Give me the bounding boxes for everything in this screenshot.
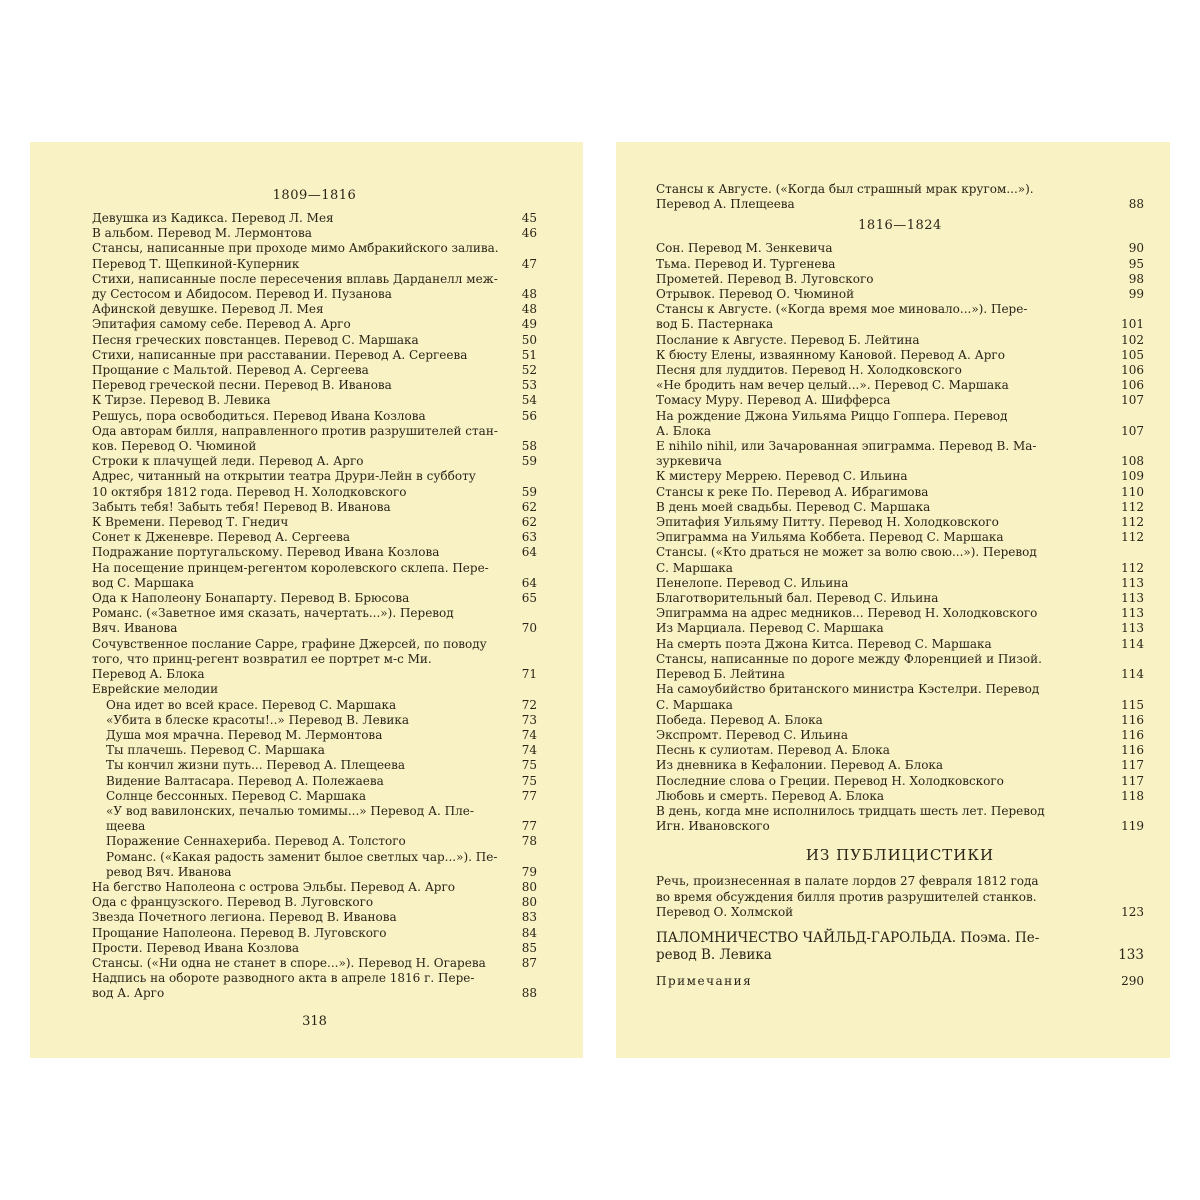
toc-list — [92, 880, 537, 1002]
toc-entry-title: Послание к Августе. Перевод Б. Лейтина — [656, 332, 920, 347]
toc-list-hebrew-melodies — [92, 698, 537, 880]
toc-entry-title: Ода авторам билля, направленного против разрушителей стан- ков. Перевод О. Чюминой — [92, 423, 498, 454]
toc-entry-page: 84 — [521, 925, 537, 940]
toc-entry-title: Из дневника в Кефалонии. Перевод А. Блока — [656, 758, 944, 773]
toc-entry-title: Прости. Перевод Ивана Козлова — [92, 940, 300, 955]
toc-entry-title: Эпитафия самому себе. Перевод А. Арго — [92, 317, 351, 332]
toc-entry-title: Стихи, написанные при расставании. Перевод А. Сергеева — [92, 347, 468, 362]
toc-entry — [92, 804, 537, 834]
toc-entry-page: 62 — [521, 515, 537, 530]
toc-entry-title: Солнце бессонных. Перевод С. Маршака — [106, 788, 367, 803]
toc-entry — [656, 287, 1144, 302]
toc-entry — [92, 774, 537, 789]
toc-entry-page: 123 — [1121, 904, 1144, 919]
toc-entry — [656, 713, 1144, 728]
toc-entry-title: Тьма. Перевод И. Тургенева — [656, 256, 836, 271]
page-number: 318 — [302, 1013, 327, 1029]
toc-entry-page: 64 — [521, 575, 537, 590]
toc-entry-page: 49 — [521, 317, 537, 332]
toc-entry-title: Стансы, написанные по дороге между Флоренцией и Пизой. Перевод Б. Лейтина — [656, 651, 1042, 682]
toc-entry — [656, 409, 1144, 439]
toc-entry — [92, 758, 537, 773]
toc-entry-page: 112 — [1121, 530, 1144, 545]
toc-entry-title: Эпиграмма на адрес медников... Перевод Н. Холодковского — [656, 606, 1038, 621]
toc-entry — [92, 333, 537, 348]
toc-entry-pilgrimage: ПАЛОМНИЧЕСТВО ЧАЙЛЬД-ГАРОЛЬДА. Поэма. Пе- ревод В. Левика 133 — [656, 929, 1144, 963]
toc-entry-title: Из Марциала. Перевод С. Маршака — [656, 621, 884, 636]
toc-entry-title: Ода к Наполеону Бонапарту. Перевод В. Брюсова — [92, 591, 410, 606]
toc-entry-page: 47 — [521, 256, 537, 271]
toc-entry-title: В день моей свадьбы. Перевод С. Маршака — [656, 499, 931, 514]
toc-entry — [92, 272, 537, 302]
toc-entry-title: Экспромт. Перевод С. Ильина — [656, 727, 849, 742]
toc-entry-page: 80 — [521, 879, 537, 894]
toc-entry-page: 73 — [521, 712, 537, 727]
section-subheading-hebrew-melodies: Еврейские мелодии — [92, 682, 219, 697]
toc-entry — [656, 272, 1144, 287]
toc-entry — [92, 530, 537, 545]
toc-entry — [92, 971, 537, 1001]
toc-entry-page: 107 — [1121, 393, 1144, 408]
toc-entry — [92, 302, 537, 317]
toc-entry-title: Романс. («Какая радость заменит былое светлых чар...»). Пе- ревод Вяч. Иванова — [106, 849, 498, 879]
toc-entry-page: 74 — [521, 743, 537, 758]
toc-entry-page: 112 — [1121, 515, 1144, 530]
toc-entry-page: 99 — [1128, 287, 1144, 302]
toc-entry — [92, 561, 537, 591]
toc-entry-title: Поражение Сеннахериба. Перевод А. Толстого — [106, 834, 406, 849]
toc-entry-title: Забыть тебя! Забыть тебя! Перевод В. Иванова — [92, 499, 391, 514]
toc-entry-page: 107 — [1121, 423, 1144, 438]
toc-entry-page: 108 — [1121, 454, 1144, 469]
toc-entry-page: 106 — [1121, 378, 1144, 393]
toc-entry — [92, 378, 537, 393]
toc-entry — [656, 874, 1144, 920]
toc-entry — [92, 606, 537, 636]
toc-entry — [656, 576, 1144, 591]
toc-entry-title: Эпиграмма на Уильяма Коббета. Перевод С. Маршака — [656, 530, 1004, 545]
toc-entry — [92, 454, 537, 469]
toc-entry — [92, 409, 537, 424]
toc-entry — [92, 895, 537, 910]
toc-entry-page: 105 — [1121, 347, 1144, 362]
toc-entry — [92, 637, 537, 683]
toc-entry-title: Пенелопе. Перевод С. Ильина — [656, 575, 849, 590]
toc-entry — [92, 789, 537, 804]
toc-entry — [656, 393, 1144, 408]
toc-entry-title: На самоубийство британского министра Кэстелри. Перевод С. Маршака — [656, 682, 1040, 712]
toc-entry — [92, 515, 537, 530]
right-page — [616, 142, 1170, 1058]
toc-entry — [656, 804, 1144, 834]
toc-entry-title: К мистеру Меррею. Перевод С. Ильина — [656, 469, 908, 484]
toc-entry-page: 114 — [1121, 636, 1144, 651]
section-heading-publicism: ИЗ ПУБЛИЦИСТИКИ — [805, 846, 995, 865]
toc-entry-page: 90 — [1128, 241, 1144, 256]
toc-entry-title: Звезда Почетного легиона. Перевод В. Иванова — [92, 910, 397, 925]
toc-entry-page: 62 — [521, 499, 537, 514]
toc-entry-title: Эпитафия Уильяму Питту. Перевод Н. Холодковского — [656, 515, 999, 530]
toc-entry-page: 115 — [1121, 697, 1144, 712]
toc-entry — [92, 545, 537, 560]
toc-entry-page: 58 — [521, 439, 537, 454]
toc-entry-page: 113 — [1121, 591, 1144, 606]
toc-entry — [656, 241, 1144, 256]
toc-entry-page: 98 — [1128, 271, 1144, 286]
toc-list — [656, 874, 1144, 920]
toc-entry — [92, 728, 537, 743]
toc-entry — [656, 621, 1144, 636]
toc-entry-title: Душа моя мрачна. Перевод М. Лермонтова — [106, 727, 383, 742]
toc-entry-page: 45 — [521, 211, 537, 225]
toc-entry-page: 95 — [1128, 256, 1144, 271]
toc-entry-page: 80 — [521, 895, 537, 910]
toc-entry-page: 112 — [1121, 560, 1144, 575]
toc-entry-title: К бюсту Елены, изваянному Кановой. Перевод А. Арго — [656, 347, 1005, 362]
toc-entry-page: 71 — [521, 667, 537, 682]
toc-entry-page: 116 — [1121, 743, 1144, 758]
toc-entry-page: 116 — [1121, 712, 1144, 727]
toc-entry-page: 117 — [1121, 758, 1144, 773]
toc-entry — [656, 652, 1144, 682]
toc-entry — [656, 743, 1144, 758]
toc-entry-page: 75 — [521, 773, 537, 788]
toc-entry — [92, 743, 537, 758]
toc-entry — [656, 789, 1144, 804]
toc-entry-title: Афинской девушке. Перевод Л. Мея — [92, 302, 324, 317]
section-heading-1809-1816: 1809—1816 — [272, 188, 357, 203]
toc-entry — [92, 469, 537, 499]
toc-entry — [92, 393, 537, 408]
toc-entry — [656, 606, 1144, 621]
toc-entry-page: 65 — [521, 591, 537, 606]
toc-entry — [656, 758, 1144, 773]
toc-entry-title: На посещение принцем-регентом королевского склепа. Пере- вод С. Маршака — [92, 560, 489, 590]
toc-entry-title: Благотворительный бал. Перевод С. Ильина — [656, 591, 939, 606]
toc-entry-page: 74 — [521, 727, 537, 742]
toc-entry-page: 113 — [1121, 621, 1144, 636]
toc-entry-page: 87 — [521, 955, 537, 970]
toc-entry — [92, 941, 537, 956]
toc-entry-title: Прощание с Мальтой. Перевод А. Сергеева — [92, 363, 369, 378]
toc-entry-title: Перевод греческой песни. Перевод В. Иванова — [92, 378, 392, 393]
toc-entry-title: E nihilo nihil, или Зачарованная эпиграмма. Перевод В. Ма- зуркевича — [656, 439, 1037, 469]
toc-entry — [656, 515, 1144, 530]
toc-list — [92, 211, 537, 682]
toc-entry-title: Стансы к реке По. Перевод А. Ибрагимова — [656, 484, 929, 499]
toc-entry — [92, 956, 537, 971]
left-page — [30, 142, 583, 1058]
toc-entry-notes: Примечания 290 — [656, 973, 1144, 988]
toc-entry — [656, 302, 1144, 332]
toc-entry-title: Ты плачешь. Перевод С. Маршака — [106, 743, 325, 758]
toc-entry-title: Она идет во всей красе. Перевод С. Маршака — [106, 697, 397, 712]
toc-entry — [92, 834, 537, 849]
toc-entry-title: К Времени. Перевод Т. Гнедич — [92, 515, 289, 530]
toc-entry-page: 48 — [521, 302, 537, 317]
toc-entry-title: Стансы. («Ни одна не станет в споре...»). Перевод Н. Огарева — [92, 955, 486, 970]
toc-entry — [656, 545, 1144, 575]
toc-entry-title: Стихи, написанные после пересечения вплавь Дарданелл меж- ду Сестосом и Абидосом. Перевод И. Пузанова — [92, 271, 498, 302]
toc-entry-title: В альбом. Перевод М. Лермонтова — [92, 226, 312, 241]
toc-entry-page: 79 — [521, 864, 537, 879]
toc-entry-title: Победа. Перевод А. Блока — [656, 712, 823, 727]
toc-entry — [656, 485, 1144, 500]
section-heading-1816-1824: 1816—1824 — [858, 218, 942, 234]
toc-entry-page: 117 — [1121, 773, 1144, 788]
toc-entry-page: 116 — [1121, 727, 1144, 742]
toc-entry-title: Строки к плачущей леди. Перевод А. Арго — [92, 454, 364, 469]
toc-entry — [92, 910, 537, 925]
toc-entry-page: 72 — [521, 697, 537, 712]
toc-entry-title: Прощание Наполеона. Перевод В. Луговского — [92, 925, 387, 940]
toc-entry-page: 48 — [521, 287, 537, 302]
toc-entry — [92, 880, 537, 895]
toc-entry-page: 109 — [1121, 469, 1144, 484]
toc-entry-title: На рождение Джона Уильяма Риццо Гоппера. Перевод А. Блока — [656, 408, 1008, 438]
toc-entry-title: Отрывок. Перевод О. Чюминой — [656, 287, 855, 302]
toc-entry-title: На смерть поэта Джона Китса. Перевод С. Маршака — [656, 636, 992, 651]
toc-entry-title: К Тирзе. Перевод В. Левика — [92, 393, 271, 408]
toc-entry — [656, 439, 1144, 469]
toc-entry-title: «У вод вавилонских, печалью томимы...» Перевод А. Пле- щеева — [106, 803, 474, 834]
toc-entry-title: Адрес, читанный на открытии театра Друри-Лейн в субботу 10 октября 1812 года. Перевод Н. Холодковского — [92, 469, 476, 499]
toc-entry-page: 50 — [521, 332, 537, 347]
toc-entry — [92, 241, 537, 271]
toc-entry-page: 114 — [1121, 667, 1144, 682]
toc-entry-page: 46 — [521, 226, 537, 241]
toc-entry-page: 54 — [521, 393, 537, 408]
toc-entry-title: Девушка из Кадикса. Перевод Л. Мея — [92, 211, 334, 225]
toc-entry — [92, 850, 537, 880]
toc-entry-title: Стансы. («Кто драться не может за волю свою...»). Перевод С. Маршака — [656, 545, 1037, 575]
toc-entry — [92, 211, 537, 226]
toc-list — [656, 241, 1144, 834]
toc-entry-page: 118 — [1121, 788, 1144, 803]
toc-entry — [92, 424, 537, 454]
toc-entry — [92, 317, 537, 332]
toc-entry — [656, 637, 1144, 652]
toc-entry-page: 56 — [521, 408, 537, 423]
toc-entry-title: Последние слова о Греции. Перевод Н. Холодковского — [656, 773, 1004, 788]
toc-entry-title: Любовь и смерть. Перевод А. Блока — [656, 788, 885, 803]
toc-entry — [656, 257, 1144, 272]
toc-entry — [656, 333, 1144, 348]
toc-entry-title: Песня для луддитов. Перевод Н. Холодковского — [656, 363, 962, 378]
toc-entry — [656, 530, 1144, 545]
toc-entry-title: Сон. Перевод М. Зенкевича — [656, 241, 833, 256]
toc-entry-title: Сонет к Дженевре. Перевод А. Сергеева — [92, 530, 351, 545]
toc-entry-title: Ода с французского. Перевод В. Луговского — [92, 895, 374, 910]
toc-entry-page: 59 — [521, 454, 537, 469]
toc-entry-title: Романс. («Заветное имя сказать, начертать...»). Перевод Вяч. Иванова — [92, 606, 454, 636]
toc-entry-page: 119 — [1121, 819, 1144, 834]
toc-entry-title: «Не бродить нам вечер целый...». Перевод С. Маршака — [656, 378, 1009, 393]
toc-entry — [656, 682, 1144, 712]
toc-entry — [92, 226, 537, 241]
toc-entry — [656, 378, 1144, 393]
toc-entry-page: 83 — [521, 910, 537, 925]
toc-entry — [656, 500, 1144, 515]
toc-entry-page: 88 — [521, 986, 537, 1001]
toc-entry — [92, 348, 537, 363]
toc-entry-title: В день, когда мне исполнилось тридцать шесть лет. Перевод Игн. Ивановского — [656, 803, 1045, 834]
toc-entry-title: Ты кончил жизни путь... Перевод А. Плещеева — [106, 758, 406, 773]
toc-entry-title: Томасу Муру. Перевод А. Шифферса — [656, 393, 891, 408]
toc-entry-title: Подражание португальскому. Перевод Ивана Козлова — [92, 545, 440, 560]
toc-entry — [656, 591, 1144, 606]
toc-entry-page: 113 — [1121, 606, 1144, 621]
toc-entry — [92, 926, 537, 941]
toc-entry-page: 110 — [1121, 484, 1144, 499]
toc-entry — [656, 348, 1144, 363]
toc-entry-title: Стансы, написанные при проходе мимо Амбракийского залива. Перевод Т. Щепкиной-Куперник — [92, 241, 499, 271]
toc-entry — [92, 591, 537, 606]
toc-entry — [656, 728, 1144, 743]
toc-entry-page: 85 — [521, 940, 537, 955]
toc-entry-title: Видение Валтасара. Перевод А. Полежаева — [106, 773, 384, 788]
toc-entry-title: Песнь к сулиотам. Перевод А. Блока — [656, 743, 890, 758]
toc-entry-title: Прометей. Перевод В. Луговского — [656, 271, 874, 286]
toc-entry-title: «Убита в блеске красоты!..» Перевод В. Левика — [106, 712, 410, 727]
toc-entry: Стансы к Августе. («Когда был страшный мрак кругом...»). Перевод А. Плещеева 88 — [656, 182, 1144, 212]
toc-entry-page: 78 — [521, 834, 537, 849]
toc-entry-page: 70 — [521, 621, 537, 636]
toc-entry-page: 77 — [521, 819, 537, 834]
toc-entry-page: 113 — [1121, 575, 1144, 590]
toc-entry-title: Сочувственное послание Сарре, графине Джерсей, по поводу того, что принц-регент возвратил ее портрет м-с Ми. Перевод А. Блока — [92, 636, 487, 682]
toc-entry-title: На бегство Наполеона с острова Эльбы. Перевод А. Арго — [92, 879, 455, 894]
toc-entry-page: 59 — [521, 484, 537, 499]
toc-entry-page: 77 — [521, 788, 537, 803]
toc-entry — [92, 363, 537, 378]
toc-entry-title: Надпись на обороте разводного акта в апреле 1816 г. Пере- вод А. Арго — [92, 971, 475, 1001]
toc-entry-title: Решусь, пора освободиться. Перевод Ивана Козлова — [92, 408, 426, 423]
toc-entry-page: 51 — [521, 347, 537, 362]
toc-entry-page: 75 — [521, 758, 537, 773]
toc-entry-page: 64 — [521, 545, 537, 560]
toc-entry — [656, 363, 1144, 378]
toc-entry-page: 112 — [1121, 499, 1144, 514]
toc-entry-page: 101 — [1121, 317, 1144, 332]
toc-entry-page: 53 — [521, 378, 537, 393]
toc-entry — [656, 774, 1144, 789]
toc-entry — [92, 713, 537, 728]
toc-entry-title: Стансы к Августе. («Когда время мое миновало...»). Пере- вод Б. Пастернака — [656, 302, 1028, 332]
toc-entry — [92, 698, 537, 713]
toc-entry-title: Речь, произнесенная в палате лордов 27 февраля 1812 года во время обсуждения билля против разрушителей станков. Перевод О. Холмской — [656, 874, 1039, 919]
page-gutter — [583, 142, 616, 1058]
toc-entry — [656, 469, 1144, 484]
toc-entry-page: 63 — [521, 530, 537, 545]
toc-entry-title: Песня греческих повстанцев. Перевод С. Маршака — [92, 332, 419, 347]
toc-entry-page: 52 — [521, 363, 537, 378]
toc-entry-page: 106 — [1121, 363, 1144, 378]
toc-entry — [92, 500, 537, 515]
toc-entry-page: 102 — [1121, 332, 1144, 347]
